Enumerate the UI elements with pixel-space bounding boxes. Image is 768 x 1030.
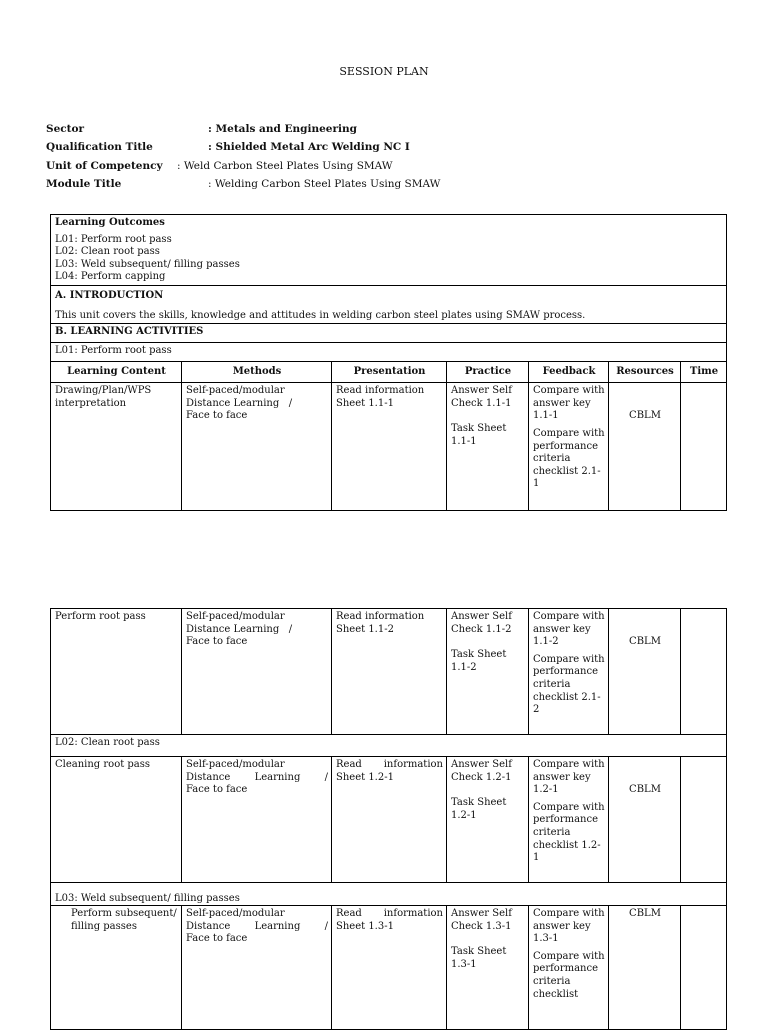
- section-row: [51, 883, 727, 906]
- methods-line: Self-paced/modular: [186, 385, 285, 397]
- practice-task-sheet: Task Sheet 1.3-1: [451, 946, 507, 970]
- time-cell: [681, 609, 727, 735]
- resources-cell: CBLM: [609, 757, 681, 883]
- practice-self-check: Answer Self Check 1.1-1: [451, 385, 512, 409]
- section-label-lo1: L01: Perform root pass: [51, 343, 727, 362]
- learning-outcomes-cell: [51, 215, 727, 286]
- methods-cell: [182, 383, 332, 511]
- learning-activities-heading: B. LEARNING ACTIVITIES: [51, 324, 727, 343]
- learning-content-cell: Perform subsequent/ filling passes: [51, 906, 182, 1030]
- table-row: [51, 757, 727, 883]
- methods-line: Self-paced/modular: [186, 908, 285, 919]
- methods-line: Self-paced/modular: [186, 759, 285, 770]
- methods-cell: [182, 906, 332, 1030]
- activities-heading-row: [51, 324, 727, 343]
- methods-line: Distance Learning /: [186, 920, 328, 932]
- outcome-lo4: L04: Perform capping: [55, 271, 166, 283]
- feedback-cell: [529, 609, 609, 735]
- presentation-cell: [332, 383, 447, 511]
- methods-cell: [182, 609, 332, 735]
- practice-self-check: Answer Self Check 1.3-1: [451, 908, 512, 932]
- section-label-lo2: L02: Clean root pass: [51, 735, 727, 757]
- learning-outcomes-heading: Learning Outcomes: [55, 217, 165, 228]
- col-header-time: Time: [681, 362, 727, 383]
- practice-cell: [447, 383, 529, 511]
- methods-line: Distance Learning /: [186, 397, 293, 409]
- unit-value: : Weld Carbon Steel Plates Using SMAW: [177, 160, 393, 172]
- presentation-line: Read information: [336, 385, 425, 397]
- feedback-cell: [529, 906, 609, 1030]
- methods-line: Face to face: [186, 636, 248, 648]
- introduction-text: This unit covers the skills, knowledge and attitudes in welding carbon steel plates using SMAW process.: [55, 309, 586, 321]
- outcome-lo3: L03: Weld subsequent/ filling passes: [55, 258, 240, 270]
- col-header-content: Learning Content: [51, 362, 182, 383]
- practice-task-sheet: Task Sheet 1.1-2: [451, 649, 507, 673]
- methods-line: Face to face: [186, 933, 248, 945]
- feedback-performance: Compare with performance criteria checklist 2.1-2: [533, 653, 605, 716]
- presentation-line: Read information: [336, 759, 443, 770]
- col-header-practice: Practice: [447, 362, 529, 383]
- presentation-cell: [332, 757, 447, 883]
- presentation-line: Read information: [336, 611, 425, 622]
- presentation-line: Read information: [336, 908, 443, 919]
- sector-label: Sector: [46, 123, 85, 135]
- col-header-feedback: Feedback: [529, 362, 609, 383]
- feedback-answer-key: Compare with answer key 1.3-1: [533, 908, 605, 945]
- table-row: [51, 906, 727, 1030]
- practice-cell: [447, 757, 529, 883]
- methods-line: Face to face: [186, 410, 248, 422]
- col-header-resources: Resources: [609, 362, 681, 383]
- practice-self-check: Answer Self Check 1.2-1: [451, 759, 512, 783]
- column-header-row: [51, 362, 727, 383]
- sector-value: : Metals and Engineering: [208, 123, 357, 135]
- outcomes-row: [51, 215, 727, 286]
- time-cell: [681, 757, 727, 883]
- presentation-cell: [332, 609, 447, 735]
- feedback-answer-key: Compare with answer key 1.1-1: [533, 385, 605, 422]
- col-header-methods: Methods: [182, 362, 332, 383]
- section-row: [51, 343, 727, 362]
- introduction-cell: [51, 285, 727, 323]
- outcome-lo1: L01: Perform root pass: [55, 233, 172, 245]
- presentation-line: Sheet 1.3-1: [336, 920, 394, 932]
- methods-line: Face to face: [186, 784, 248, 796]
- practice-self-check: Answer Self Check 1.1-2: [451, 611, 512, 635]
- section-row: [51, 735, 727, 757]
- feedback-performance: Compare with performance criteria checklist: [533, 950, 605, 1000]
- qualification-label: Qualification Title: [46, 141, 153, 153]
- section-label-lo3: L03: Weld subsequent/ filling passes: [51, 883, 727, 906]
- learning-content-cell: Cleaning root pass: [51, 757, 182, 883]
- table-row: [51, 609, 727, 735]
- introduction-heading: A. INTRODUCTION: [55, 289, 164, 301]
- resources-cell: CBLM: [609, 906, 681, 1030]
- time-cell: [681, 906, 727, 1030]
- outcome-lo2: L02: Clean root pass: [55, 246, 160, 258]
- learning-content-cell: Perform root pass: [51, 609, 182, 735]
- module-value: : Welding Carbon Steel Plates Using SMAW: [208, 178, 441, 190]
- feedback-answer-key: Compare with answer key 1.2-1: [533, 759, 605, 796]
- feedback-cell: [529, 383, 609, 511]
- practice-task-sheet: Task Sheet 1.1-1: [451, 423, 507, 447]
- table-row: [51, 383, 727, 511]
- presentation-line: Sheet 1.2-1: [336, 771, 394, 783]
- feedback-performance: Compare with performance criteria checklist 2.1-1: [533, 427, 605, 490]
- methods-line: Distance Learning /: [186, 771, 328, 783]
- document-title: SESSION PLAN: [339, 65, 429, 78]
- module-label: Module Title: [46, 178, 122, 190]
- learning-content-cell: Drawing/Plan/WPS interpretation: [51, 383, 182, 511]
- practice-cell: [447, 906, 529, 1030]
- methods-line: Distance Learning /: [186, 623, 293, 635]
- resources-cell: CBLM: [609, 383, 681, 511]
- practice-cell: [447, 609, 529, 735]
- practice-task-sheet: Task Sheet 1.2-1: [451, 797, 507, 821]
- feedback-performance: Compare with performance criteria checklist 1.2-1: [533, 801, 605, 864]
- unit-label: Unit of Competency: [46, 160, 163, 172]
- methods-cell: [182, 757, 332, 883]
- introduction-row: [51, 285, 727, 323]
- session-plan-table-1: [50, 214, 727, 511]
- qualification-value: : Shielded Metal Arc Welding NC I: [208, 141, 410, 153]
- session-plan-table-2: [50, 608, 727, 1030]
- resources-cell: CBLM: [609, 609, 681, 735]
- presentation-cell: [332, 906, 447, 1030]
- col-header-presentation: Presentation: [332, 362, 447, 383]
- feedback-cell: [529, 757, 609, 883]
- presentation-line: Sheet 1.1-2: [336, 623, 394, 635]
- time-cell: [681, 383, 727, 511]
- presentation-line: Sheet 1.1-1: [336, 397, 394, 409]
- feedback-answer-key: Compare with answer key 1.1-2: [533, 611, 605, 648]
- methods-line: Self-paced/modular: [186, 611, 285, 622]
